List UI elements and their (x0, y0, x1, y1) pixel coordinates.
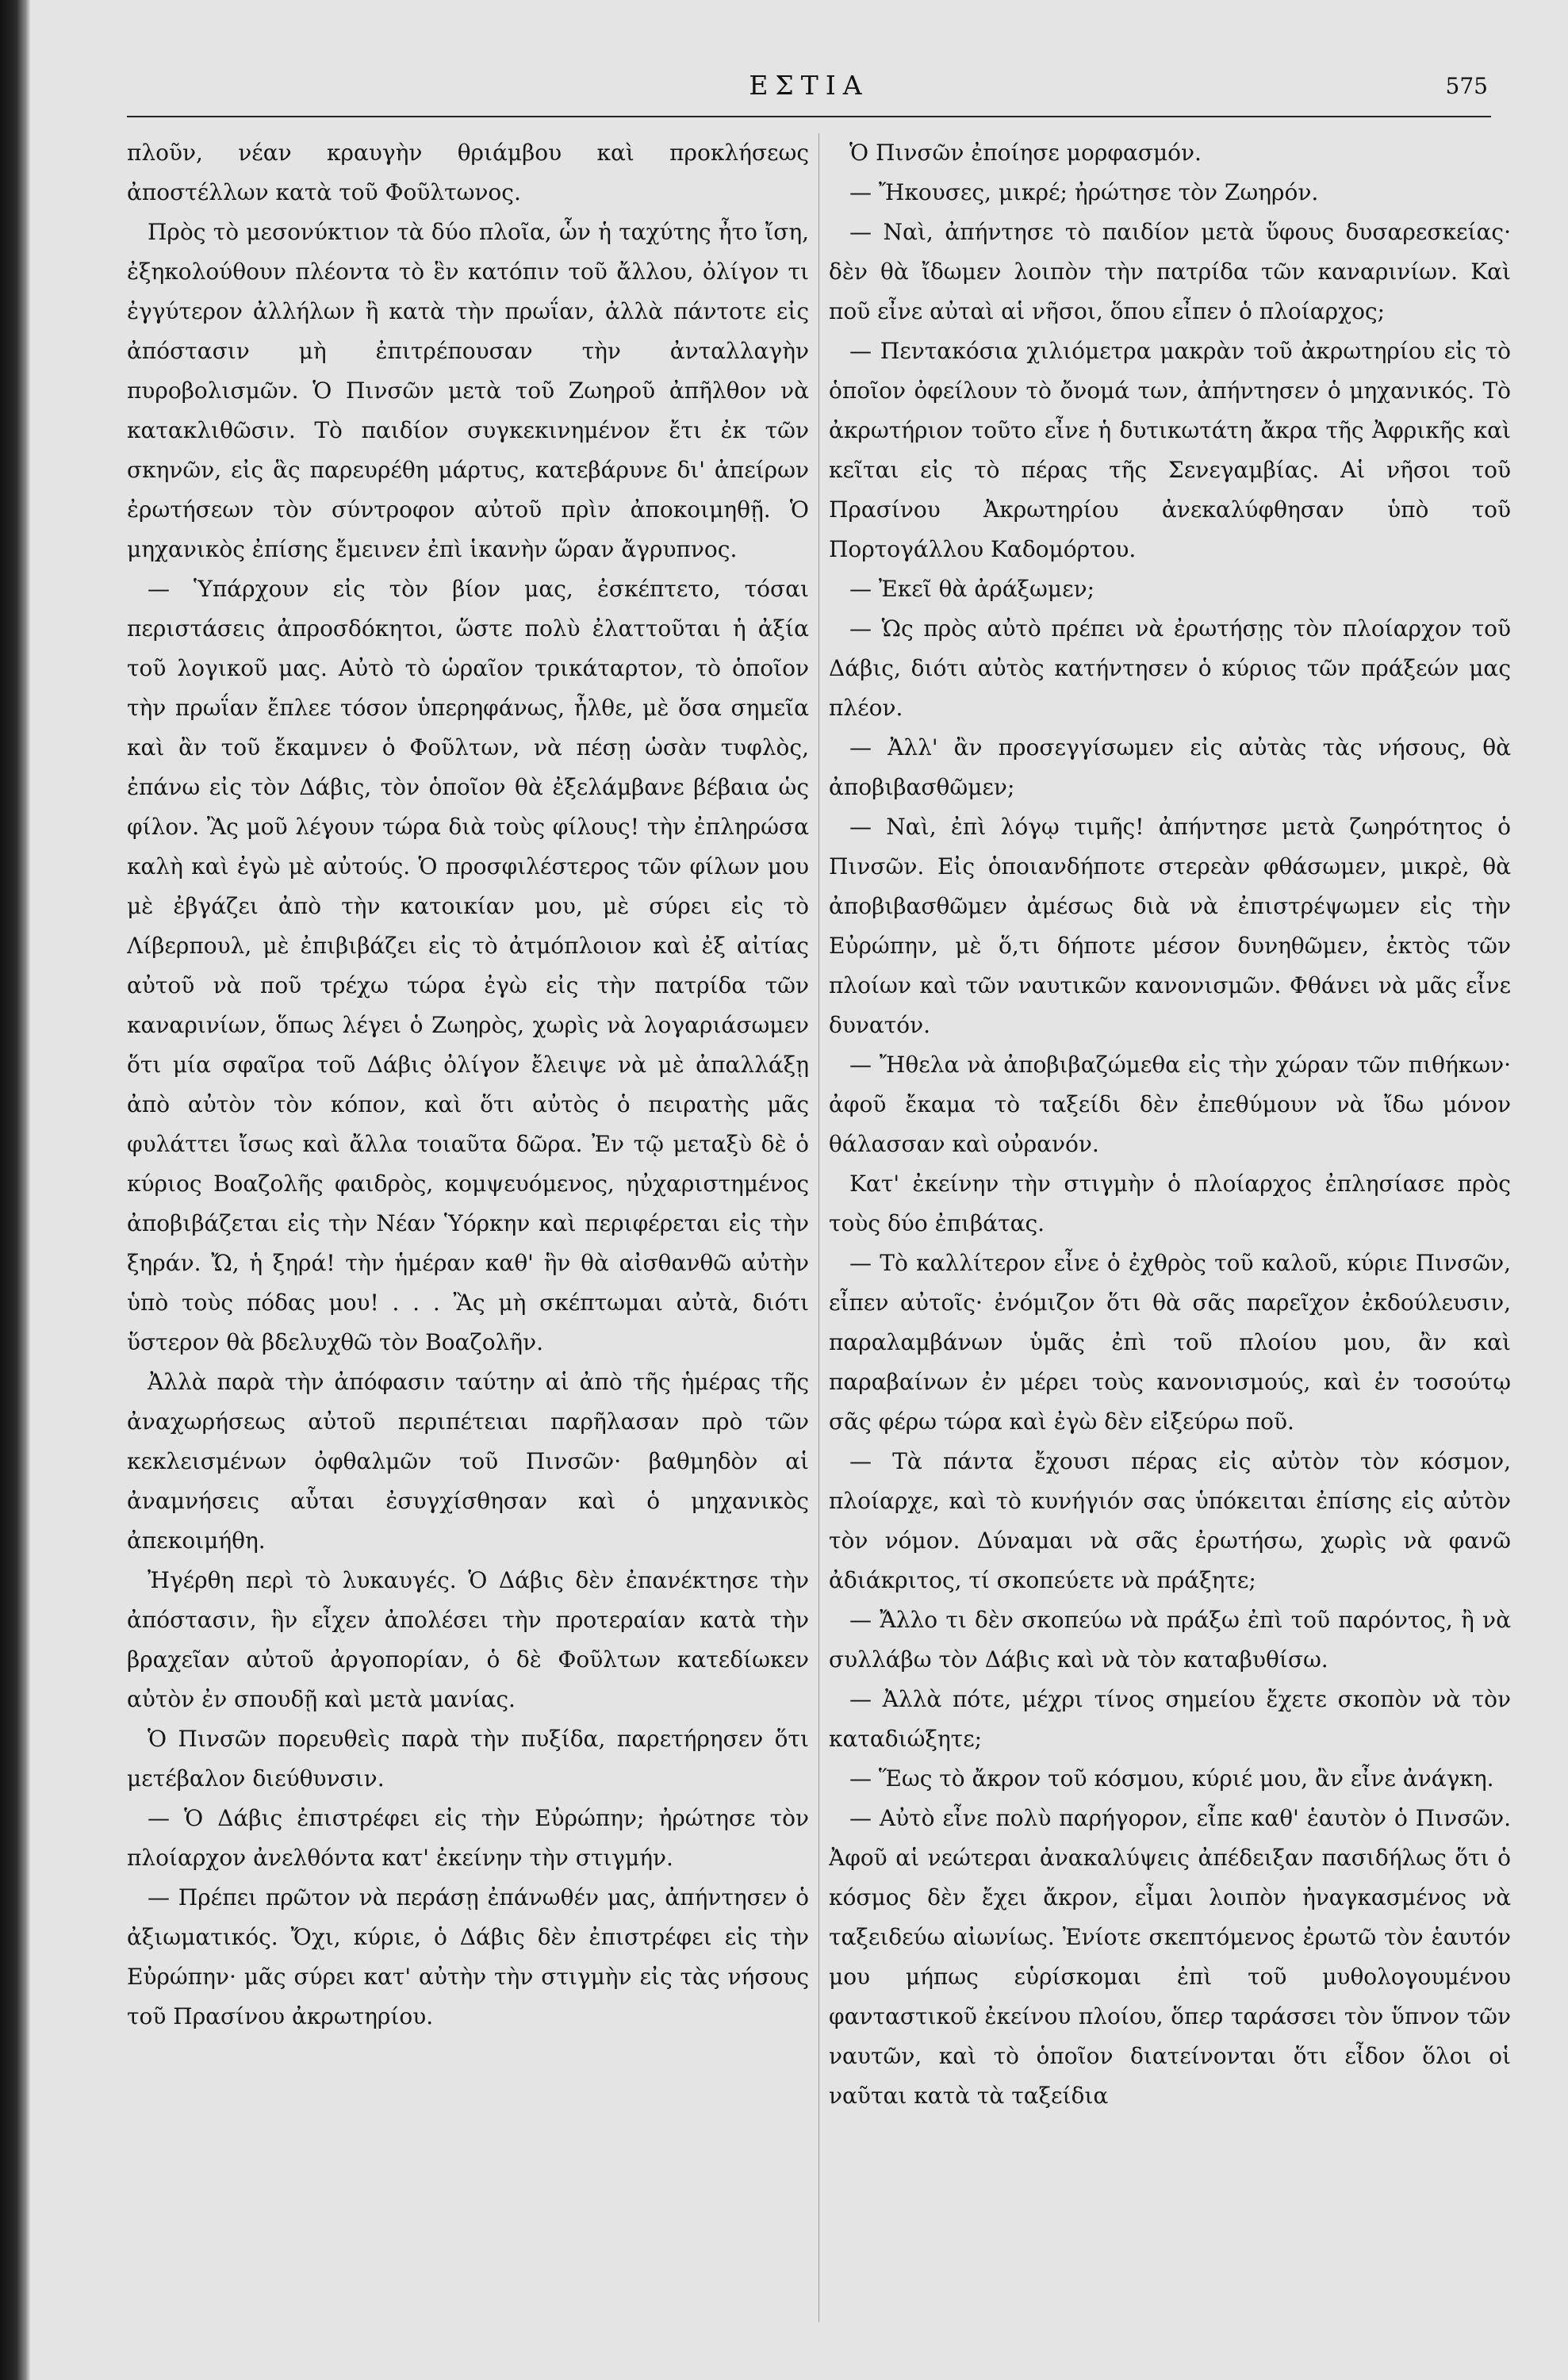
paragraph: — Ἕως τὸ ἄκρον τοῦ κόσμου, κύριέ μου, ἂν εἶνε ἀνάγκη. (849, 1765, 1494, 1792)
right-column (829, 133, 1511, 2338)
paragraph: — Ἀλλὰ πότε, μέχρι τίνος σημείου ἔχετε σκοπὸν νὰ τὸν καταδιώξητε; (829, 1686, 1511, 1752)
paragraph: — Ἀλλ' ἂν προσεγγίσωμεν εἰς αὐτὰς τὰς νήσους, θὰ ἀποβιβασθῶμεν; (829, 734, 1511, 800)
paragraph: — Τὰ πάντα ἔχουσι πέρας εἰς αὐτὸν τὸν κόσμον, πλοίαρχε, καὶ τὸ κυνήγιόν σας ὑπόκειται ἐπίσης εἰς αὐτὸν τὸν νόμον. Δύναμαι νὰ σᾶς ἐρωτήσω, χωρὶς νὰ φανῶ ἀδιάκριτος, τί σκοπεύετε νὰ πράξητε; (829, 1448, 1511, 1593)
paragraph: πλοῦν, νέαν κραυγὴν θριάμβου καὶ προκλήσεως ἀποστέλλων κατὰ τοῦ Φοῦλτωνος. (127, 140, 809, 205)
left-column (127, 133, 809, 2338)
paragraph: Ὁ Πινσῶν ἐποίησε μορφασμόν. (849, 140, 1202, 166)
paragraph: — Πρέπει πρῶτον νὰ περάσῃ ἐπάνωθέν μας, ἀπήντησεν ὁ ἀξιωματικός. Ὄχι, κύριε, ὁ Δάβις δὲν ἐπιστρέφει εἰς τὴν Εὐρώπην· μᾶς σύρει κατ' αὐτὴν τὴν στιγμὴν εἰς τὰς νήσους τοῦ Πρασίνου ἀκρωτηρίου. (127, 1884, 809, 2029)
running-head (127, 65, 1491, 117)
paragraph: — Αὐτὸ εἶνε πολὺ παρήγορον, εἶπε καθ' ἑαυτὸν ὁ Πινσῶν. Ἀφοῦ αἱ νεώτεραι ἀνακαλύψεις ἀπέδειξαν πασιδήλως ὅτι ὁ κόσμος δὲν ἔχει ἄκρον, εἶμαι λοιπὸν ἠναγκασμένος νὰ ταξειδεύω αἰωνίως. Ἐνίοτε σκεπτόμενος ἐρωτῶ τὸν ἑαυτόν μου μήπως εὑρίσκομαι ἐπὶ τοῦ μυθολογουμένου φανταστικοῦ ἐκείνου πλοίου, ὅπερ ταράσσει τὸν ὕπνον τῶν ναυτῶν, καὶ τὸ ὁποῖον διατείνονται ὅτι εἶδον ὅλοι οἱ ναῦται κατὰ τὰ ταξείδια (829, 1805, 1511, 2109)
paragraph: — Πεντακόσια χιλιόμετρα μακρὰν τοῦ ἀκρωτηρίου εἰς τὸ ὁποῖον ὀφείλουν τὸ ὄνομά των, ἀπήντησεν ὁ μηχανικός. Τὸ ἀκρωτήριον τοῦτο εἶνε ἡ δυτικωτάτη ἄκρα τῆς Ἀφρικῆς καὶ κεῖται εἰς τὸ πέρας τῆς Σενεγαμβίας. Αἱ νῆσοι τοῦ Πρασίνου Ἀκρωτηρίου ἀνεκαλύφθησαν ὑπὸ τοῦ Πορτογάλλου Καδομόρτου. (829, 338, 1511, 562)
paragraph: Ἠγέρθη περὶ τὸ λυκαυγές. Ὁ Δάβις δὲν ἐπανέκτησε τὴν ἀπόστασιν, ἣν εἶχεν ἀπολέσει τὴν προτεραίαν κατὰ τὴν βραχεῖαν αὐτοῦ ἀργοπορίαν, ὁ δὲ Φοῦλτων κατεδίωκεν αὐτὸν ἐν σπουδῇ καὶ μετὰ μανίας. (127, 1567, 809, 1712)
paragraph: Πρὸς τὸ μεσονύκτιον τὰ δύο πλοῖα, ὧν ἡ ταχύτης ἦτο ἴση, ἐξηκολούθουν πλέοντα τὸ ἓν κατόπιν τοῦ ἄλλου, ὀλίγον τι ἐγγύτερον ἀλλήλων ἢ κατὰ τὴν πρωΐαν, ἀλλὰ πάντοτε εἰς ἀπόστασιν μὴ ἐπιτρέπουσαν τὴν ἀνταλλαγὴν πυροβολισμῶν. Ὁ Πινσῶν μετὰ τοῦ Ζωηροῦ ἀπῆλθον νὰ κατακλιθῶσιν. Τὸ παιδίον συγκεκινημένον ἔτι ἐκ τῶν σκηνῶν, εἰς ἃς παρευρέθη μάρτυς, κατεβάρυνε δι' ἀπείρων ἐρωτήσεων τὸν σύντροφον αὐτοῦ πρὶν ἀποκοιμηθῇ. Ὁ μηχανικὸς ἐπίσης ἔμεινεν ἐπὶ ἱκανὴν ὥραν ἄγρυπνος. (127, 219, 809, 562)
paragraph: — Ἐκεῖ θὰ ἀράξωμεν; (849, 576, 1095, 602)
paragraph: — Ἤθελα νὰ ἀποβιβαζώμεθα εἰς τὴν χώραν τῶν πιθήκων· ἀφοῦ ἔκαμα τὸ ταξείδι δὲν ἐπεθύμουν νὰ ἴδω μόνον θάλασσαν καὶ οὐρανόν. (829, 1052, 1511, 1157)
paragraph: Ὁ Πινσῶν πορευθεὶς παρὰ τὴν πυξίδα, παρετήρησεν ὅτι μετέβαλον διεύθυνσιν. (127, 1726, 809, 1792)
paragraph: — Ναὶ, ἐπὶ λόγῳ τιμῆς! ἀπήντησε μετὰ ζωηρότητος ὁ Πινσῶν. Εἰς ὁποιανδήποτε στερεὰν φθάσωμεν, μικρὲ, θὰ ἀποβιβασθῶμεν ἀμέσως διὰ νὰ ἐπιστρέψωμεν εἰς τὴν Εὐρώπην, μὲ ὅ,τι δήποτε μέσον δυνηθῶμεν, ἐκτὸς τῶν πλοίων καὶ τῶν ναυτικῶν κανονισμῶν. Φθάνει νὰ μᾶς εἶνε δυνατόν. (829, 814, 1511, 1038)
paragraph: Ἀλλὰ παρὰ τὴν ἀπόφασιν ταύτην αἱ ἀπὸ τῆς ἡμέρας τῆς ἀναχωρήσεως αὐτοῦ περιπέτειαι παρῆλασαν πρὸ τῶν κεκλεισμένων ὀφθαλμῶν τοῦ Πινσῶν· βαθμηδὸν αἱ ἀναμνήσεις αὗται ἐσυγχίσθησαν καὶ ὁ μηχανικὸς ἀπεκοιμήθη. (127, 1369, 809, 1554)
journal-title: ΕΣΤΙΑ (749, 70, 869, 101)
page-number: 575 (1445, 73, 1488, 99)
paragraph: — Ἤκουσες, μικρέ; ἠρώτησε τὸν Ζωηρόν. (849, 179, 1319, 205)
paragraph: — Ναὶ, ἀπήντησε τὸ παιδίον μετὰ ὕφους δυσαρεσκείας· δὲν θὰ ἴδωμεν λοιπὸν τὴν πατρίδα τῶν καναρινίων. Καὶ ποῦ εἶνε αὐταὶ αἱ νῆσοι, ὅπου εἶπεν ὁ πλοίαρχος; (829, 219, 1511, 324)
paragraph: — Ὁ Δάβις ἐπιστρέφει εἰς τὴν Εὐρώπην; ἠρώτησε τὸν πλοίαρχον ἀνελθόντα κατ' ἐκείνην τὴν στιγμήν. (127, 1805, 809, 1871)
paragraph: Κατ' ἐκείνην τὴν στιγμὴν ὁ πλοίαρχος ἐπλησίασε πρὸς τοὺς δύο ἐπιβάτας. (829, 1171, 1511, 1236)
paragraph: — Ἄλλο τι δὲν σκοπεύω νὰ πράξω ἐπὶ τοῦ παρόντος, ἢ νὰ συλλάβω τὸν Δάβις καὶ νὰ τὸν καταβυθίσω. (829, 1607, 1511, 1673)
paragraph: — Τὸ καλλίτερον εἶνε ὁ ἐχθρὸς τοῦ καλοῦ, κύριε Πινσῶν, εἶπεν αὐτοῖς· ἐνόμιζον ὅτι θὰ σᾶς παρεῖχον ἐκδούλευσιν, παραλαμβάνων ὑμᾶς ἐπὶ τοῦ πλοίου μου, ἂν καὶ παραβαίνων ἐν μέρει τοὺς κανονισμούς, καὶ ἐν τοσούτῳ σᾶς φέρω τώρα καὶ ἐγὼ δὲν εἰξεύρω ποῦ. (829, 1250, 1511, 1435)
paragraph: — Ὑπάρχουν εἰς τὸν βίον μας, ἐσκέπτετο, τόσαι περιστάσεις ἀπροσδόκητοι, ὥστε πολὺ ἐλαττοῦται ἡ ἀξία τοῦ λογικοῦ μας. Αὐτὸ τὸ ὡραῖον τρικάταρτον, τὸ ὁποῖον τὴν πρωΐαν ἔπλεε τόσον ὑπερηφάνως, ἦλθε, μὲ ὅσα σημεῖα καὶ ἂν τοῦ ἔκαμνεν ὁ Φοῦλτων, νὰ πέσῃ ὡσὰν τυφλὸς, ἐπάνω εἰς τὸν Δάβις, τὸν ὁποῖον θὰ ἐξελάμβανε βέβαια ὡς φίλον. Ἂς μοῦ λέγουν τώρα διὰ τοὺς φίλους! τὴν ἐπληρώσα καλὴ καὶ ἐγὼ μὲ αὐτούς. Ὁ προσφιλέστερος τῶν φίλων μου μὲ ἐβγάζει ἀπὸ τὴν κατοικίαν μου, μὲ σύρει εἰς τὸ Λίβερπουλ, μὲ ἐπιβιβάζει εἰς τὸ ἀτμόπλοιον καὶ ἐξ αἰτίας αὐτοῦ νὰ ποῦ τρέχω τώρα ἐγὼ εἰς τὴν πατρίδα τῶν καναρινίων, ὅπως λέγει ὁ Ζωηρὸς, χωρὶς νὰ λογαριάσωμεν ὅτι μία σφαῖρα τοῦ Δάβις ὀλίγον ἔλειψε νὰ μὲ ἀπαλλάξῃ ἀπὸ αὐτὸν τὸν κόπον, καὶ ὅτι αὐτὸς ὁ πειρατὴς μᾶς φυλάττει ἴσως καὶ ἄλλα τοιαῦτα δῶρα. Ἐν τῷ μεταξὺ δὲ ὁ κύριος Βοαζολῆς φαιδρὸς, κομψευόμενος, ηὐχαριστημένος ἀποβιβάζεται εἰς τὴν Νέαν Ὑόρκην καὶ περιφέρεται εἰς τὴν ξηράν. Ὤ, ἡ ξηρά! τὴν ἡμέραν καθ' ἣν θὰ αἰσθανθῶ αὐτὴν ὑπὸ τοὺς πόδας μου! . . . Ἂς μὴ σκέπτωμαι αὐτὰ, διότι ὕστερον θὰ βδελυχθῶ τὸν Βοαζολῆν. (127, 576, 809, 1355)
binding-shadow (0, 0, 30, 2380)
paragraph: — Ὡς πρὸς αὐτὸ πρέπει νὰ ἐρωτήσῃς τὸν πλοίαρχον τοῦ Δάβις, διότι αὐτὸς κατήντησεν ὁ κύριος τῶν πράξεών μας πλέον. (829, 615, 1511, 721)
